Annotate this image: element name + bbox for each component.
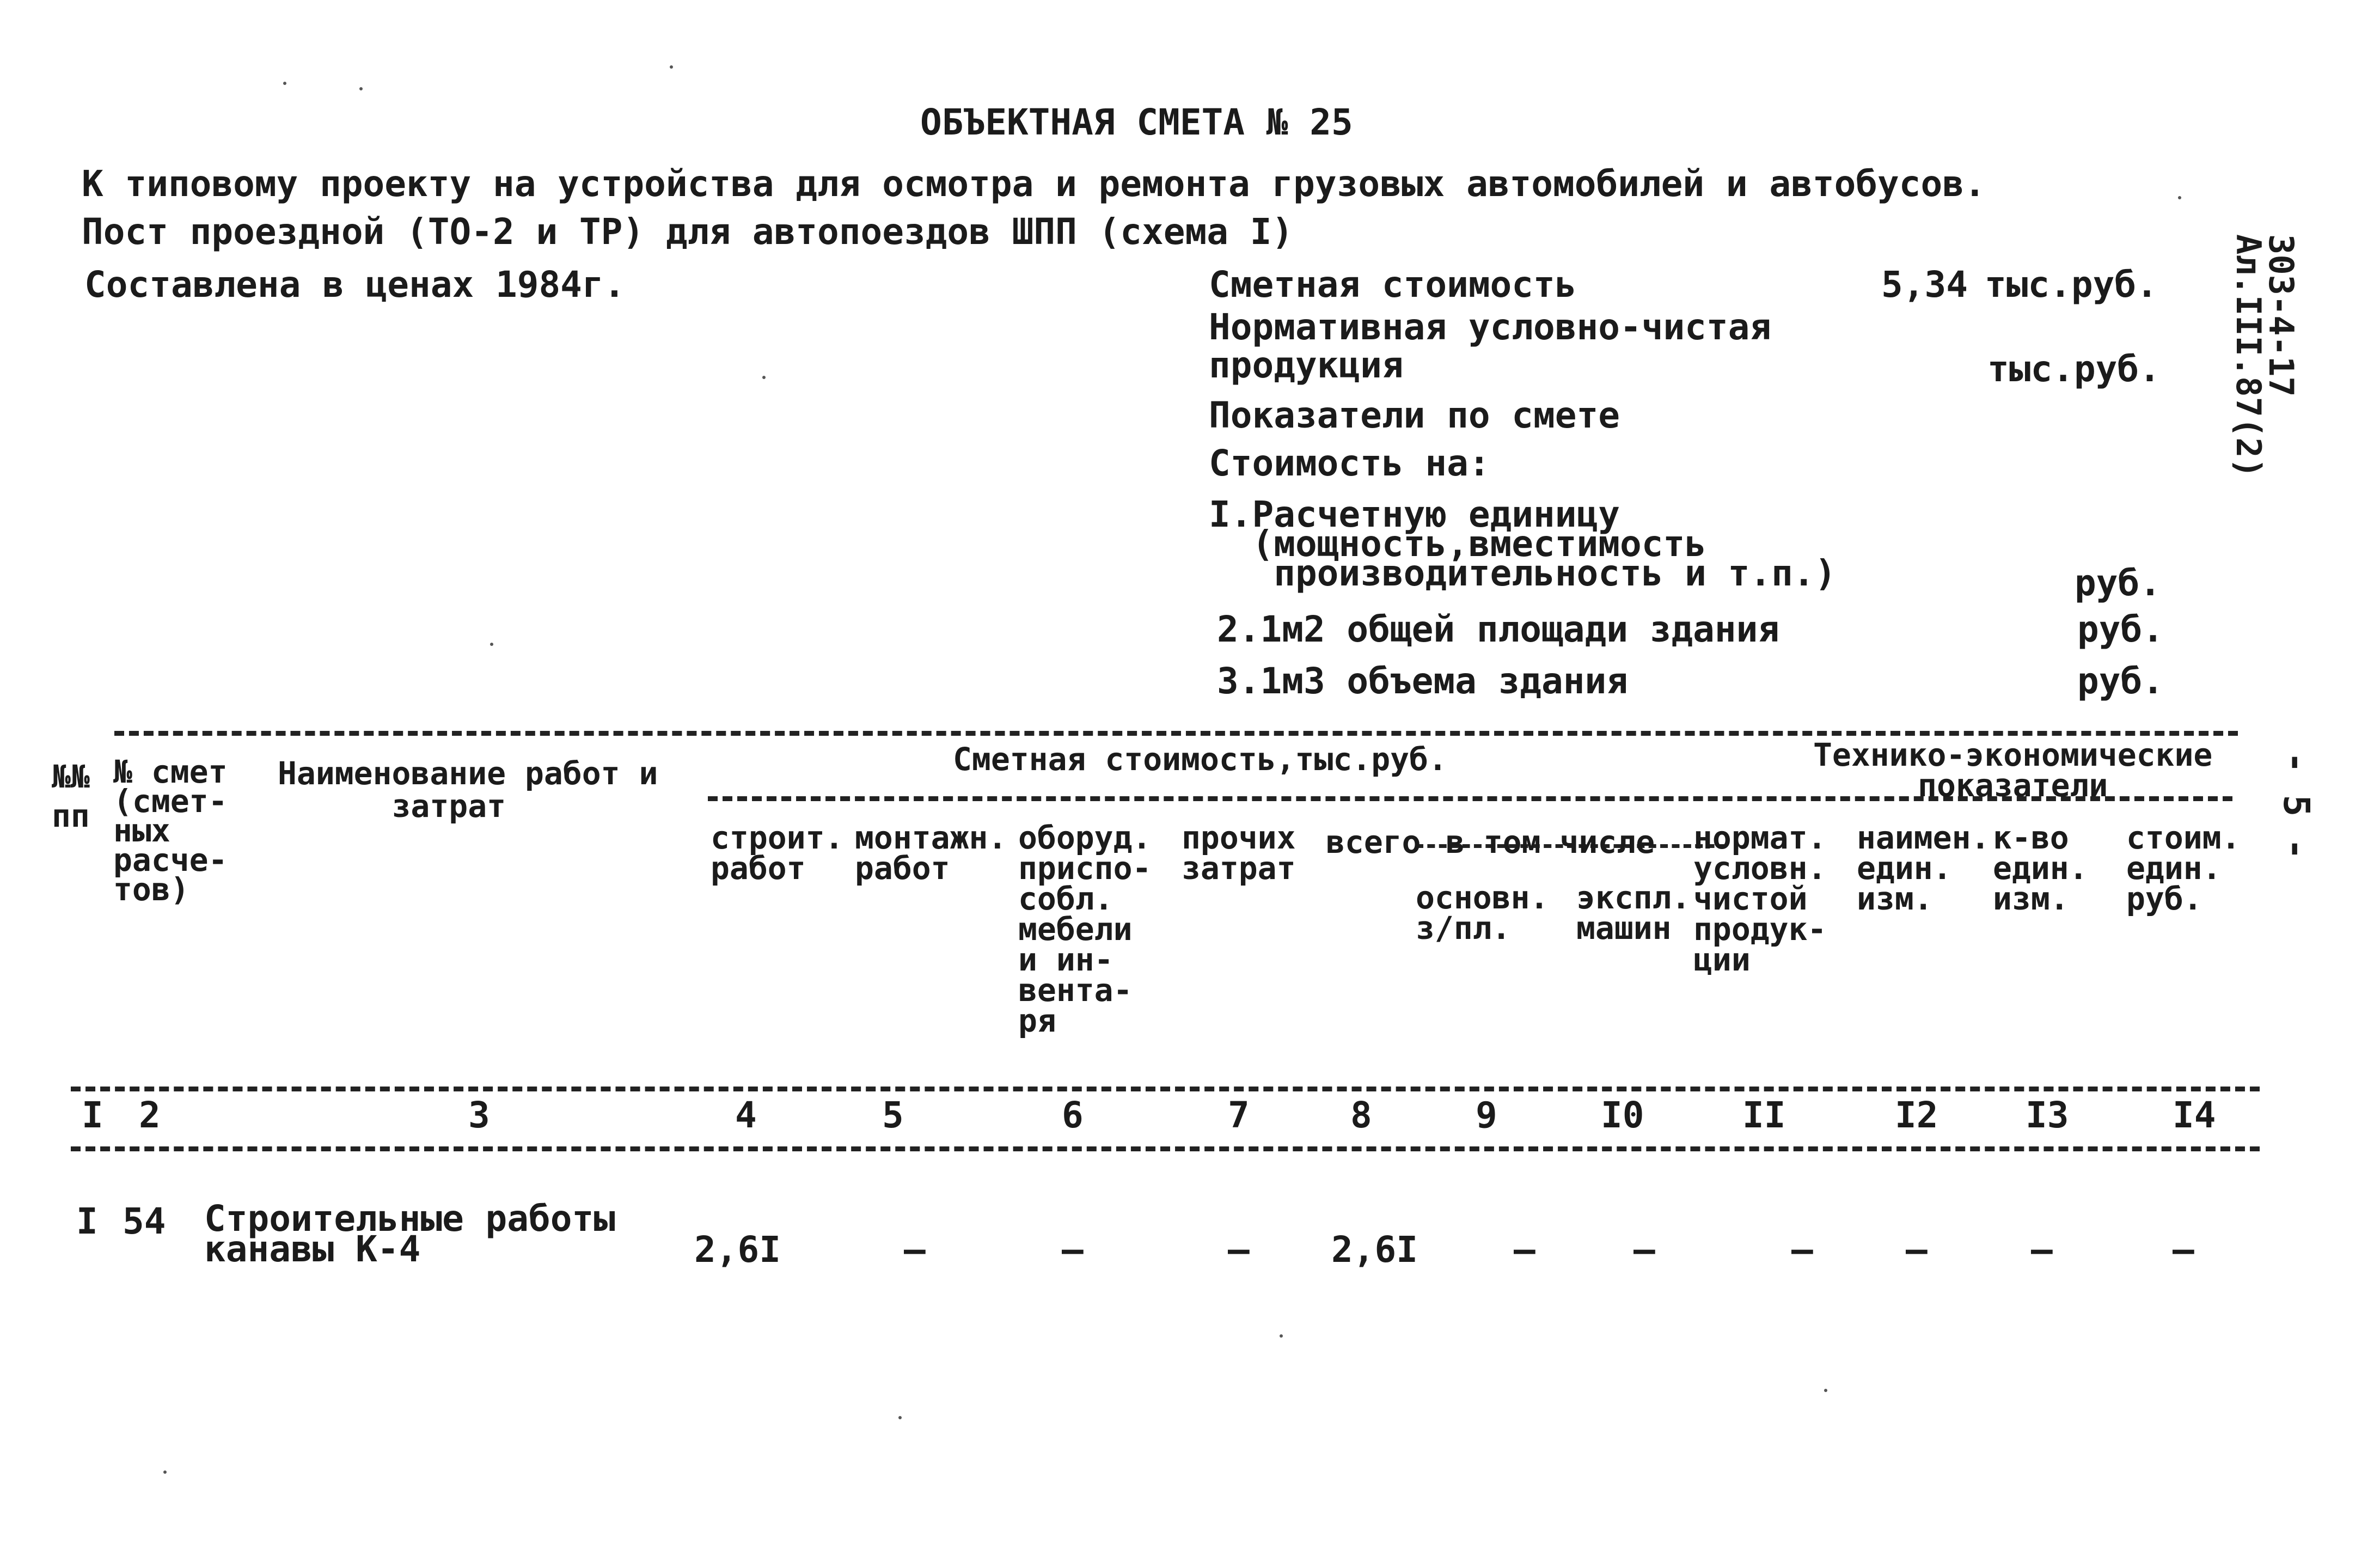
- row-installation: –: [904, 1229, 926, 1271]
- column-number: 9: [1476, 1094, 1497, 1136]
- row-unit-qty: –: [2031, 1229, 2053, 1271]
- side-code: 303-4-17: [2261, 234, 2301, 397]
- header-other: прочих затрат: [1182, 819, 1296, 887]
- header-equipment: оборуд. приспо- собл. мебели и ин- вента- ря: [1018, 819, 1152, 1039]
- row-unit-cost: –: [2173, 1229, 2194, 1271]
- scan-speck: [670, 65, 673, 69]
- table-top-rule: [114, 731, 2238, 736]
- column-number: II: [1742, 1094, 1786, 1136]
- row-other: –: [1228, 1229, 1250, 1271]
- scan-speck: [1280, 1334, 1283, 1338]
- item3-unit: руб.: [2077, 660, 2164, 702]
- header-base-salary: основн. з/пл.: [1416, 879, 1549, 947]
- scan-speck: [359, 87, 363, 90]
- column-number: 2: [139, 1094, 161, 1136]
- row-estimate-no: 54: [123, 1200, 166, 1242]
- header-installation: монтажн. работ: [855, 819, 1007, 887]
- compiled-prices: Составлена в ценах 1984г.: [84, 264, 626, 306]
- side-album: Ал.III.87(2): [2229, 234, 2268, 478]
- header-total: всего: [1326, 823, 1421, 861]
- scan-speck: [762, 376, 766, 379]
- header-unit-qty: к-во един. изм.: [1993, 819, 2088, 917]
- header-including: в том числе: [1446, 823, 1655, 861]
- row-total: 2,6I: [1331, 1229, 1418, 1271]
- row-normative: –: [1791, 1229, 1813, 1271]
- column-number: 4: [735, 1094, 757, 1136]
- header-normative: нормат. условн. чистой продук- ции: [1693, 819, 1827, 978]
- estimated-cost-label: Сметная стоимость: [1209, 264, 1577, 306]
- normative-unit: тыс.руб.: [1987, 348, 2161, 390]
- column-number: 7: [1228, 1094, 1250, 1136]
- estimated-cost-value: 5,34: [1881, 264, 1968, 306]
- item1-unit: руб.: [2075, 562, 2161, 604]
- scan-speck: [2178, 196, 2181, 199]
- header-name: Наименование работ и затрат: [278, 755, 658, 825]
- project-subtitle: К типовому проекту на устройства для осмотра и ремонта грузовых автомобилей и автобусов.: [82, 163, 1986, 205]
- header-unit-name: наимен. един. изм.: [1857, 819, 1990, 917]
- column-number: I0: [1601, 1094, 1644, 1136]
- row-name: Строительные работы канавы К-4: [204, 1198, 615, 1270]
- header-unit-cost: стоим. един. руб.: [2126, 819, 2241, 917]
- scan-speck: [163, 1470, 167, 1474]
- header-num: №№ пп: [52, 758, 90, 834]
- column-number: 6: [1062, 1094, 1084, 1136]
- item2-label: 2.1м2 общей площади здания: [1217, 608, 1780, 650]
- estimated-cost-unit: тыс.руб.: [1985, 264, 2158, 306]
- column-number-bottom-rule: [71, 1146, 2260, 1151]
- column-number: I3: [2026, 1094, 2069, 1136]
- page-number: - 5 -: [2275, 752, 2317, 860]
- column-number: I4: [2173, 1094, 2216, 1136]
- column-number: I: [82, 1094, 103, 1136]
- column-number-top-rule: [71, 1087, 2260, 1091]
- row-machines: –: [1633, 1229, 1655, 1271]
- row-equipment: –: [1062, 1229, 1084, 1271]
- header-estimate-no: № смет (смет- ных расче- тов): [113, 753, 228, 908]
- item3-label: 3.1м3 объема здания: [1217, 660, 1628, 702]
- scan-speck: [1824, 1389, 1827, 1392]
- row-construction: 2,6I: [694, 1229, 781, 1271]
- normative-label: Нормативная условно-чистая продукция: [1209, 306, 1772, 386]
- post-subtitle: Пост проездной (ТО-2 и ТР) для автопоездов ШПП (схема I): [82, 211, 1294, 253]
- column-number: 3: [468, 1094, 490, 1136]
- header-construction: строит. работ: [711, 819, 844, 887]
- indicators-label: Показатели по смете: [1209, 394, 1620, 436]
- row-unit-name: –: [1906, 1229, 1928, 1271]
- row-base-salary: –: [1514, 1229, 1535, 1271]
- document-title: ОБЪЕКТНАЯ СМЕТА № 25: [920, 101, 1353, 143]
- item1-label: I.Расчетную единицу (мощность,вместимость производительность и т.п.): [1209, 493, 1837, 594]
- header-cost-group: Сметная стоимость,тыс.руб.: [953, 741, 1447, 778]
- header-machines: экспл. машин: [1576, 879, 1691, 947]
- column-number: I2: [1895, 1094, 1938, 1136]
- scan-speck: [283, 82, 286, 85]
- scan-speck: [898, 1416, 902, 1419]
- cost-per-label: Стоимость на:: [1209, 442, 1490, 484]
- row-num: I: [76, 1200, 98, 1242]
- header-tech-group: Технико-экономические показатели: [1813, 736, 2213, 804]
- scan-speck: [490, 643, 493, 646]
- column-number: 8: [1350, 1094, 1372, 1136]
- item2-unit: руб.: [2077, 608, 2164, 650]
- column-number: 5: [882, 1094, 904, 1136]
